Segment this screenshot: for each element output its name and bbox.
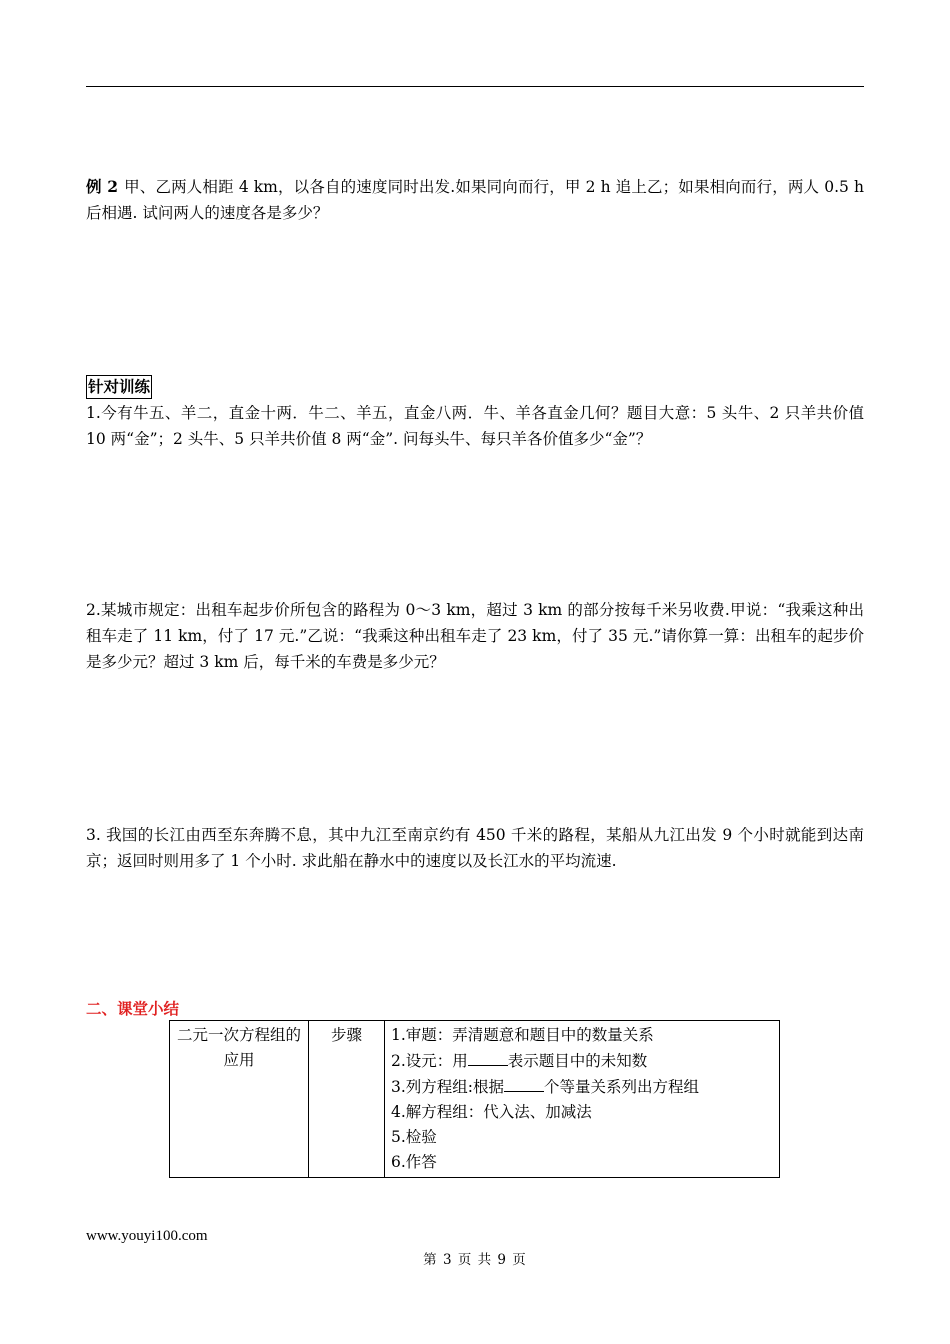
step-2-blank [468,1048,508,1066]
practice-question-2: 2.某城市规定：出租车起步价所包含的路程为 0～3 km，超过 3 km 的部分按每千米另收费.甲说：“我乘这种出租车走了 11 km，付了 17 元.”乙说：“我乘这种出租车走了 23 km，付了 35 元.”请你算一算：出租车的起步价是多少元？超过 3 km 后，每千米的车费是多少元？ [86,601,864,671]
summary-steps-label-cell: 步骤 [309,1021,385,1178]
footer-site: www.youyi100.com [86,1228,208,1244]
step-2-suffix: 表示题目中的未知数 [507,1052,648,1070]
practice-title: 针对训练 [86,375,152,399]
practice-question-1: 1.今有牛五、羊二，直金十两．牛二、羊五，直金八两．牛、羊各直金几何？题目大意：5 头牛、2 只羊共价值 10 两“金”；2 头牛、5 只羊共价值 8 两“金”. 问每头牛、每只羊各价值多少“金”？ [86,404,864,448]
header-rule [86,86,864,87]
summary-table [169,1020,780,1178]
step-2 [391,1048,773,1074]
summary-steps-cell [385,1021,780,1178]
summary-topic-cell: 二元一次方程组的应用 [170,1021,309,1178]
step-4: 4.解方程组：代入法、加减法 [391,1103,592,1121]
example-2-text: 甲、乙两人相距 4 km，以各自的速度同时出发.如果同向而行，甲 2 h 追上乙；如果相向而行，两人 0.5 h 后相遇. 试问两人的速度各是多少？ [86,178,864,222]
step-3 [391,1074,773,1100]
step-3-blank [504,1074,544,1092]
step-3-prefix: 3.列方程组:根据 [391,1078,505,1096]
example-2 [86,174,864,226]
step-6: 6.作答 [391,1153,437,1171]
step-2-prefix: 2.设元：用 [391,1052,468,1070]
step-1: 1.审题：弄清题意和题目中的数量关系 [391,1026,654,1044]
page-number: 第 3 页 共 9 页 [423,1252,527,1268]
step-5: 5.检验 [391,1128,437,1146]
practice-question-3: 3. 我国的长江由西至东奔腾不息，其中九江至南京约有 450 千米的路程，某船从九江出发 9 个小时就能到达南京；返回时则用多了 1 个小时. 求此船在静水中的速度以及长江水的平均流速. [86,826,864,870]
section-title-summary: 二、课堂小结 [86,999,180,1018]
step-3-suffix: 个等量关系列出方程组 [544,1078,700,1096]
summary-row [170,1021,780,1178]
example-2-label: 例 2 [86,177,118,196]
